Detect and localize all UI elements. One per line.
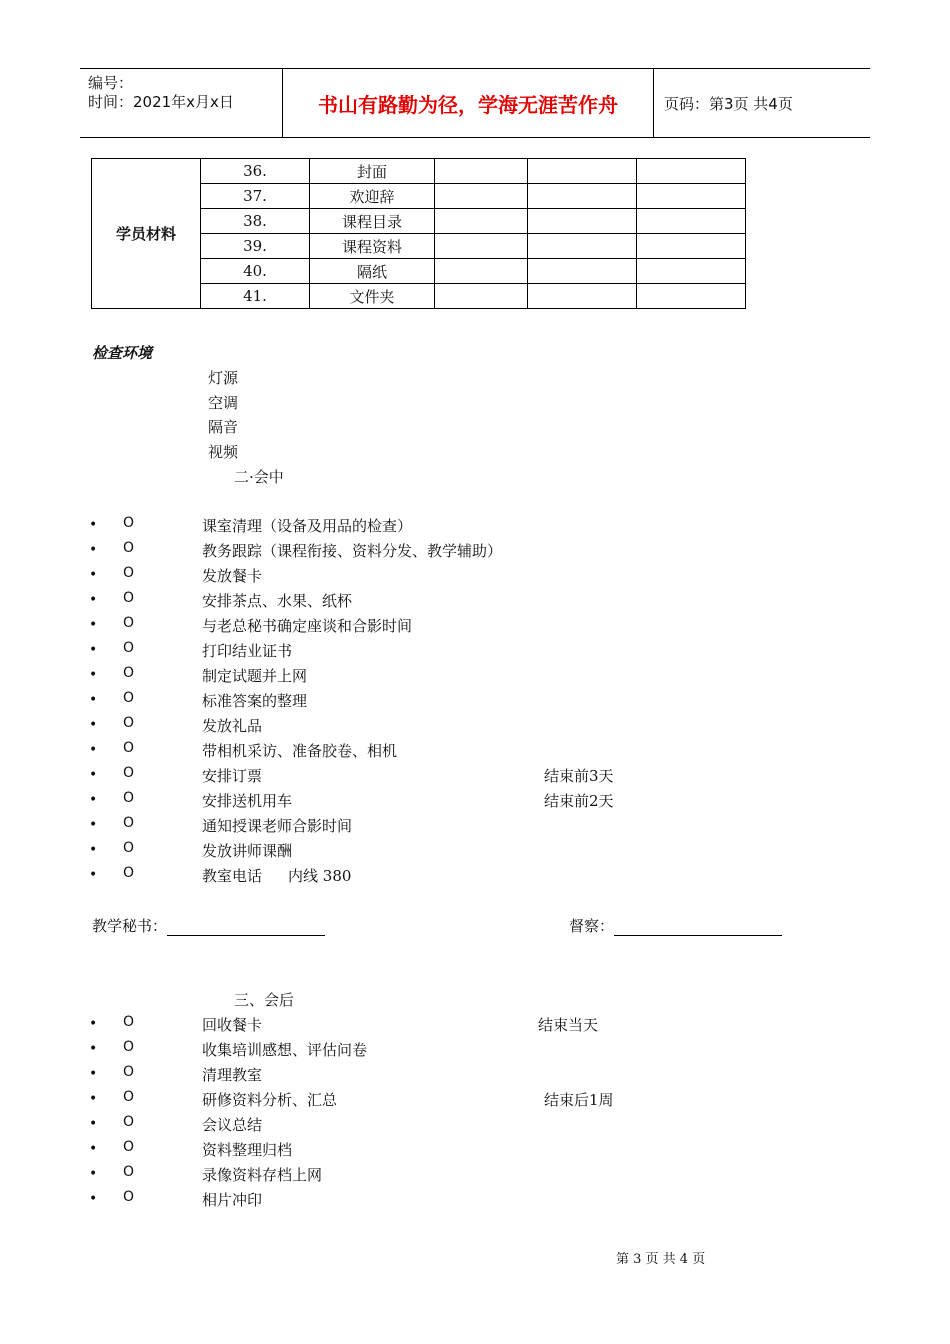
during-title: 二·会中: [234, 468, 284, 486]
task-text: 安排送机用车: [202, 792, 293, 810]
circle-marker: O: [123, 815, 135, 831]
row-number: 41.: [201, 284, 310, 309]
empty-cell: [435, 259, 528, 284]
list-item: [0, 790, 950, 815]
circle-marker: O: [123, 615, 135, 631]
bullet-icon: •: [89, 867, 98, 883]
task-deadline: 结束前2天: [544, 792, 614, 810]
empty-cell: [528, 159, 637, 184]
bullet-icon: •: [89, 517, 98, 533]
secretary-signature: [92, 915, 325, 936]
task-text: 安排订票: [202, 767, 263, 785]
empty-cell: [637, 209, 746, 234]
row-number: 39.: [201, 234, 310, 259]
task-text: 打印结业证书: [202, 642, 293, 660]
bullet-icon: •: [89, 1116, 98, 1132]
bullet-icon: •: [89, 592, 98, 608]
bullet-icon: •: [89, 767, 98, 783]
empty-cell: [637, 159, 746, 184]
bullet-icon: •: [89, 542, 98, 558]
row-item: 文件夹: [310, 284, 435, 309]
circle-marker: O: [123, 540, 135, 556]
row-number: 36.: [201, 159, 310, 184]
circle-marker: O: [123, 565, 135, 581]
bullet-icon: •: [89, 642, 98, 658]
task-text: 会议总结: [202, 1116, 263, 1134]
header-motto: 书山有路勤为径，学海无涯苦作舟: [283, 69, 654, 137]
task-text: 资料整理归档: [202, 1141, 293, 1159]
task-text: 清理教室: [202, 1066, 263, 1084]
list-item: [0, 865, 950, 890]
task-text: 通知授课老师合影时间: [202, 817, 353, 835]
row-item: 欢迎辞: [310, 184, 435, 209]
list-item: [0, 665, 950, 690]
circle-marker: O: [123, 1064, 135, 1080]
bullet-icon: •: [89, 667, 98, 683]
task-text: 带相机采访、准备胶卷、相机: [202, 742, 398, 760]
bullet-icon: •: [89, 1041, 98, 1057]
circle-marker: O: [123, 1089, 135, 1105]
list-item: [0, 1064, 950, 1089]
empty-cell: [435, 159, 528, 184]
row-number: 37.: [201, 184, 310, 209]
list-item: [0, 515, 950, 540]
list-item: [0, 590, 950, 615]
empty-cell: [528, 284, 637, 309]
list-item: [0, 815, 950, 840]
task-text: 发放礼品: [202, 717, 263, 735]
secretary-label: 教学秘书：: [92, 917, 168, 935]
circle-marker: O: [123, 840, 135, 856]
circle-marker: O: [123, 765, 135, 781]
task-text: 研修资料分析、汇总: [202, 1091, 338, 1109]
list-item: [0, 840, 950, 865]
empty-cell: [637, 184, 746, 209]
env-item: 空调: [208, 394, 239, 412]
empty-cell: [528, 234, 637, 259]
empty-cell: [637, 259, 746, 284]
task-text: 回收餐卡: [202, 1016, 263, 1034]
list-item: [0, 565, 950, 590]
list-item: [0, 740, 950, 765]
secretary-signature-line[interactable]: [167, 919, 325, 936]
list-item: [0, 765, 950, 790]
circle-marker: O: [123, 1189, 135, 1205]
empty-cell: [435, 234, 528, 259]
bullet-icon: •: [89, 742, 98, 758]
supervisor-signature: [569, 915, 782, 936]
empty-cell: [435, 284, 528, 309]
list-item: [0, 1089, 950, 1114]
circle-marker: O: [123, 790, 135, 806]
empty-cell: [528, 259, 637, 284]
task-text: 教室电话 内线 380: [202, 867, 352, 885]
env-item: 灯源: [208, 369, 239, 387]
row-item: 课程资料: [310, 234, 435, 259]
row-number: 40.: [201, 259, 310, 284]
task-deadline: 结束当天: [538, 1016, 599, 1034]
materials-table: [91, 158, 746, 309]
task-text: 课室清理（设备及用品的检查）: [202, 517, 413, 535]
empty-cell: [637, 284, 746, 309]
task-extension: 内线 380: [288, 867, 352, 885]
task-text: 制定试题并上网: [202, 667, 308, 685]
header-page-info: 页码：第3页 共4页: [664, 94, 793, 113]
task-deadline: 结束后1周: [544, 1091, 614, 1109]
bullet-icon: •: [89, 842, 98, 858]
empty-cell: [528, 184, 637, 209]
row-item: 隔纸: [310, 259, 435, 284]
list-item: [0, 640, 950, 665]
task-deadline: 结束前3天: [544, 767, 614, 785]
list-item: [0, 1189, 950, 1214]
check-env-title: 检查环境: [92, 344, 153, 362]
list-item: [0, 690, 950, 715]
bullet-icon: •: [89, 1141, 98, 1157]
task-text: 标准答案的整理: [202, 692, 308, 710]
row-item: 课程目录: [310, 209, 435, 234]
task-text: 发放讲师课酬: [202, 842, 293, 860]
row-number: 38.: [201, 209, 310, 234]
table-row: [92, 159, 746, 184]
task-text: 相片冲印: [202, 1191, 263, 1209]
list-item: [0, 1114, 950, 1139]
list-item: [0, 540, 950, 565]
circle-marker: O: [123, 1164, 135, 1180]
header-meta: [80, 69, 283, 137]
row-item: 封面: [310, 159, 435, 184]
code-label: 编号：: [88, 74, 134, 92]
circle-marker: O: [123, 1039, 135, 1055]
supervisor-label: 督察：: [569, 917, 615, 935]
empty-cell: [435, 184, 528, 209]
env-item: 视频: [208, 443, 239, 461]
circle-marker: O: [123, 1139, 135, 1155]
empty-cell: [435, 209, 528, 234]
bullet-icon: •: [89, 692, 98, 708]
task-text: 发放餐卡: [202, 567, 263, 585]
bullet-icon: •: [89, 717, 98, 733]
task-text: 安排茶点、水果、纸杯: [202, 592, 353, 610]
bullet-icon: •: [89, 1191, 98, 1207]
supervisor-signature-line[interactable]: [614, 919, 782, 936]
list-item: [0, 1139, 950, 1164]
empty-cell: [528, 209, 637, 234]
circle-marker: O: [123, 865, 135, 881]
bullet-icon: •: [89, 567, 98, 583]
group-label: 学员材料: [92, 159, 201, 309]
time-label: 时间：2021年x月x日: [88, 93, 234, 111]
circle-marker: O: [123, 690, 135, 706]
circle-marker: O: [123, 665, 135, 681]
circle-marker: O: [123, 1114, 135, 1130]
list-item: [0, 1164, 950, 1189]
circle-marker: O: [123, 740, 135, 756]
bullet-icon: •: [89, 792, 98, 808]
circle-marker: O: [123, 715, 135, 731]
list-item: [0, 1014, 950, 1039]
circle-marker: O: [123, 1014, 135, 1030]
bullet-icon: •: [89, 1066, 98, 1082]
circle-marker: O: [123, 590, 135, 606]
task-text: 教务跟踪（课程衔接、资料分发、教学辅助）: [202, 542, 503, 560]
circle-marker: O: [123, 640, 135, 656]
list-item: [0, 1039, 950, 1064]
after-title: 三、会后: [234, 991, 295, 1009]
bullet-icon: •: [89, 817, 98, 833]
task-text: 收集培训感想、评估问卷: [202, 1041, 368, 1059]
empty-cell: [637, 234, 746, 259]
list-item: [0, 615, 950, 640]
list-item: [0, 715, 950, 740]
bullet-icon: •: [89, 617, 98, 633]
page-header: [80, 68, 870, 138]
bullet-icon: •: [89, 1091, 98, 1107]
bullet-icon: •: [89, 1166, 98, 1182]
env-item: 隔音: [208, 418, 239, 436]
page-footer: 第 3 页 共 4 页: [616, 1252, 706, 1267]
bullet-icon: •: [89, 1016, 98, 1032]
circle-marker: O: [123, 515, 135, 531]
task-text: 录像资料存档上网: [202, 1166, 323, 1184]
task-text: 与老总秘书确定座谈和合影时间: [202, 617, 413, 635]
